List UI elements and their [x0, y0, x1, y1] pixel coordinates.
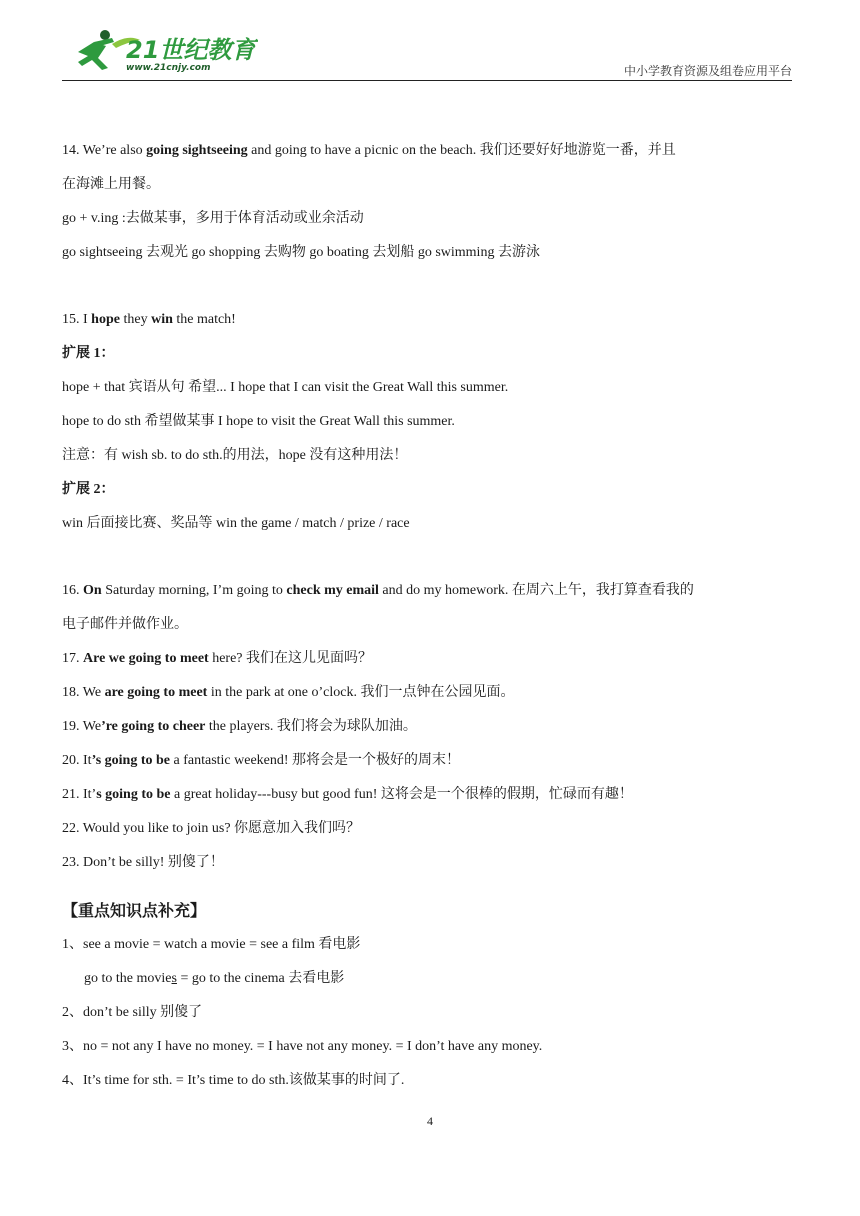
sentence-15: 15. I hope they win the match! [62, 312, 236, 327]
extension-1-title: 扩展 1： [62, 346, 115, 361]
win-line: win 后面接比赛、奖品等 win the game / match / prize / race [62, 516, 410, 531]
logo-url: www.21cnjy.com [126, 63, 211, 73]
sentence-19: 19. We’re going to cheer the players. 我们将会为球队加油。 [62, 719, 417, 734]
logo-text: 21世纪教育 [126, 36, 256, 64]
point-4: 4、It’s time for sth. = It’s time to do sth.该做某事的时间了. [62, 1073, 405, 1088]
document-body [62, 141, 802, 1091]
sentence-14-cont: 在海滩上用餐。 [62, 177, 160, 192]
point-2: 2、don’t be silly 别傻了 [62, 1005, 203, 1020]
go-ving-examples: go sightseeing 去观光 go shopping 去购物 go boating 去划船 go swimming 去游泳 [62, 245, 540, 260]
page-header [62, 28, 792, 81]
sentence-21: 21. It’s going to be a great holiday---busy but good fun! 这将会是一个很棒的假期，忙碌而有趣！ [62, 787, 633, 802]
hope-to-do-line: hope to do sth 希望做某事 I hope to visit the Great Wall this summer. [62, 414, 455, 429]
point-1-b: go to the movies = go to the cinema 去看电影 [84, 971, 345, 986]
sentence-23: 23. Don’t be silly! 别傻了！ [62, 855, 224, 870]
sentence-16: 16. On Saturday morning, I’m going to check my email and do my homework. 在周六上午，我打算查看我的 [62, 583, 694, 598]
platform-name: 中小学教育资源及组卷应用平台 [623, 64, 792, 78]
sentence-17: 17. Are we going to meet here? 我们在这儿见面吗？ [62, 651, 373, 666]
section-heading: 【重点知识点补充】 [62, 901, 207, 920]
runner-logo-icon [68, 28, 258, 74]
sentence-22: 22. Would you like to join us? 你愿意加入我们吗？ [62, 821, 361, 836]
hope-that-line: hope + that 宾语从句 希望... I hope that I can visit the Great Wall this summer. [62, 380, 509, 395]
hope-note: 注意：有 wish sb. to do sth.的用法，hope 没有这种用法！ [62, 448, 408, 463]
logo [68, 28, 258, 74]
point-3: 3、no = not any I have no money. = I have not any money. = I don’t have any money. [62, 1039, 543, 1054]
page-number: 4 [427, 1114, 433, 1128]
sentence-14: 14. We’re also going sightseeing and going to have a picnic on the beach. 我们还要好好地游览一番，并且 [62, 143, 676, 158]
point-1: 1、see a movie = watch a movie = see a film 看电影 [62, 937, 361, 952]
sentence-20: 20. It’s going to be a fantastic weekend! 那将会是一个极好的周末！ [62, 753, 461, 768]
go-ving-rule: go + v.ing :去做某事，多用于体育活动或业余活动 [62, 211, 364, 226]
extension-2-title: 扩展 2： [62, 482, 115, 497]
sentence-16-cont: 电子邮件并做作业。 [62, 617, 188, 632]
sentence-18: 18. We are going to meet in the park at one o’clock. 我们一点钟在公园见面。 [62, 685, 515, 700]
